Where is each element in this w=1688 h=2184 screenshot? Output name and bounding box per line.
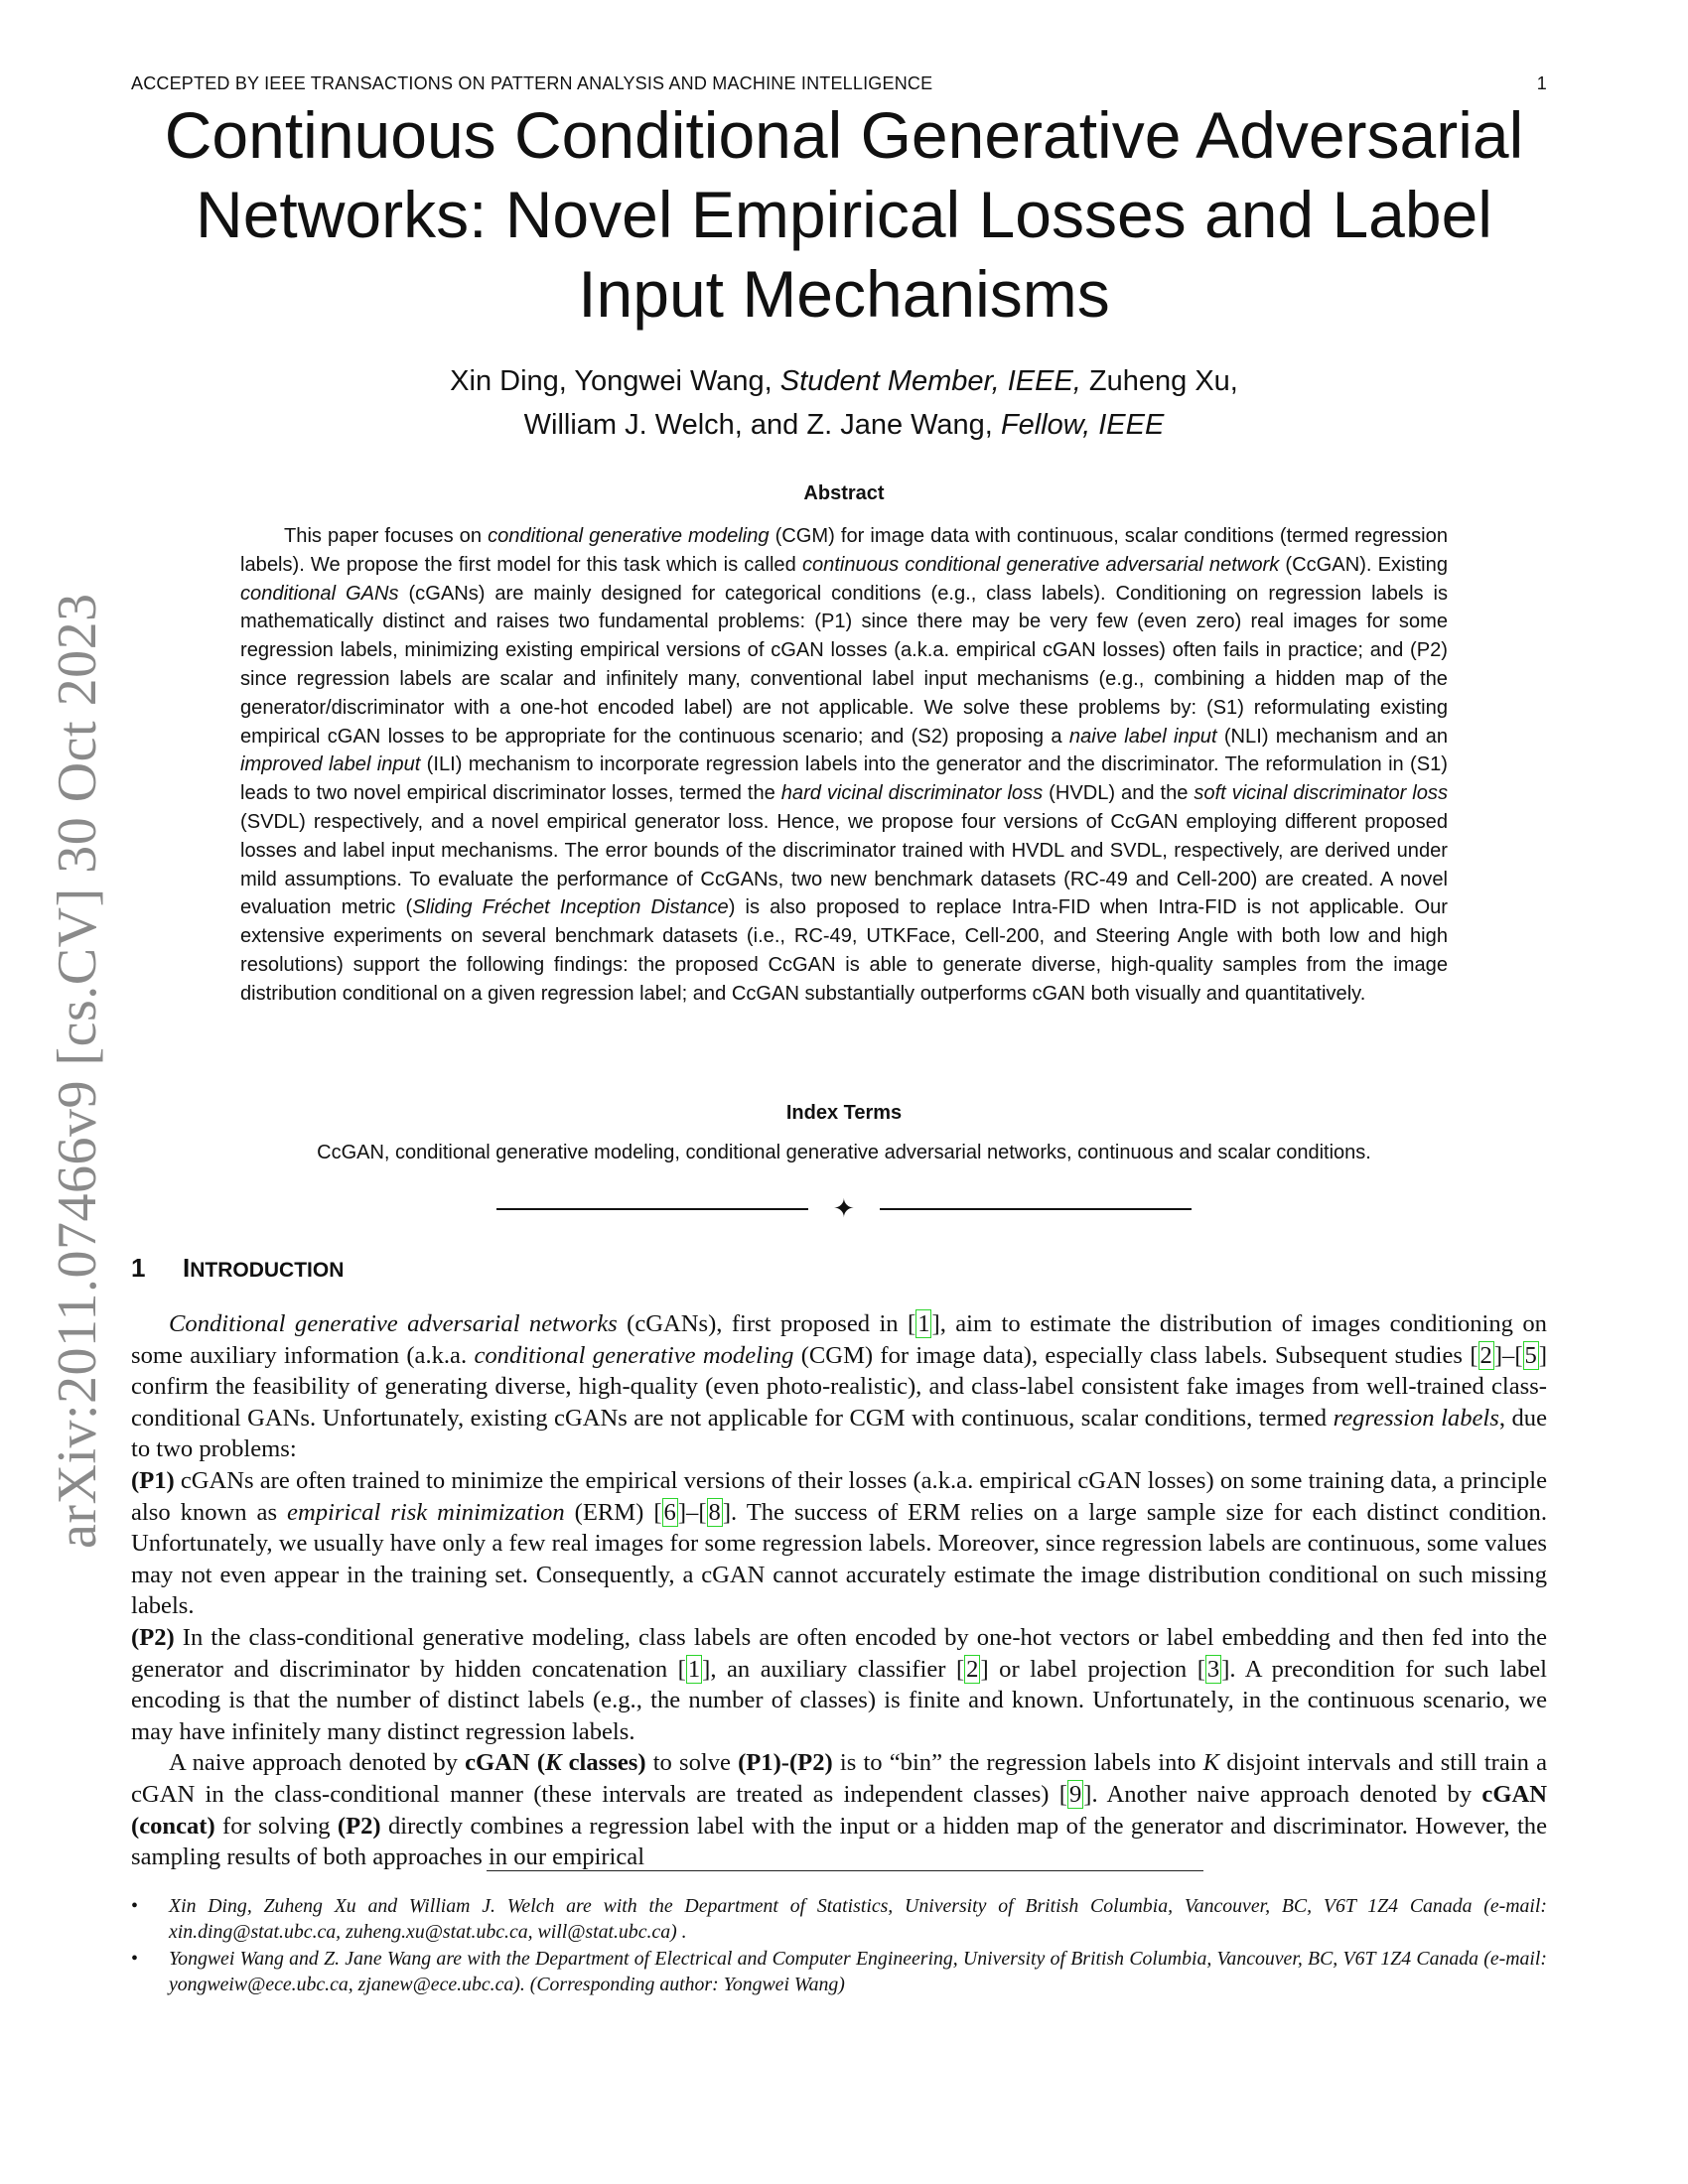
- paragraph: Conditional generative adversarial networks (cGANs), first proposed in [1], aim to estimate the distribution of images conditioning on some auxiliary information (a.k.a. conditional generative modeling (CGM) for image data), especially class labels. Subsequent studies [2]–[5] confirm the feasibility of generating diverse, high-quality (even photo-realistic), and class-label consistent fake images from well-trained class-conditional GANs. Unfortunately, existing cGANs are not applicable for CGM with continuous, scalar conditions, termed regression labels, due to two problems:: [131, 1310, 1548, 1463]
- citation-link[interactable]: 1: [687, 1655, 701, 1683]
- citation-link[interactable]: 3: [1206, 1655, 1220, 1683]
- footnote-text: Yongwei Wang and Z. Jane Wang are with the Department of Electrical and Computer Engineering, University of British Columbia, Vancouver, BC, V6T 1Z4 Canada (e-mail: yongweiw@ece.ubc.ca, zjanew@ece.ubc.ca). (Corresponding author: Yongwei Wang): [169, 1948, 1547, 1995]
- section-heading: [131, 1253, 344, 1284]
- paragraph: (P2) In the class-conditional generative modeling, class labels are often encoded by one-hot vectors or label embedding and then fed into the generator and discriminator by hidden concatenation [1], an auxiliary classifier [2] or label projection [3]. A precondition for such label encoding is that the number of distinct labels (e.g., the number of classes) is finite and known. Unfortunately, in the continuous scenario, we may have infinitely many distinct regression labels.: [131, 1623, 1547, 1745]
- section-separator: [496, 1194, 1192, 1223]
- citation-link[interactable]: 5: [1524, 1341, 1537, 1369]
- separator-line-left: [496, 1208, 808, 1210]
- running-header: [131, 73, 1547, 94]
- paragraph: A naive approach denoted by cGAN (K classes) to solve (P1)-(P2) is to “bin” the regression labels into K disjoint intervals and still train a cGAN in the class-conditional manner (these intervals are treated as independent classes) [9]. Another naive approach denoted by cGAN (concat) for solving (P2) directly combines a regression label with the input or a hidden map of the generator and discriminator. However, the sampling results of both approaches in our empirical: [131, 1749, 1547, 1871]
- abstract-text: This paper focuses on conditional generative modeling (CGM) for image data with continuous, scalar conditions (termed regression labels). We propose the first model for this task which is called continuous conditional generative adversarial network (CcGAN). Existing conditional GANs (cGANs) are mainly designed for categorical conditions (e.g., class labels). Conditioning on regression labels is mathematically distinct and raises two fundamental problems: (P1) since there may be very few (even zero) real images for some regression labels, minimizing existing empirical versions of cGAN losses (a.k.a. empirical cGAN losses) often fails in practice; and (P2) since regression labels are scalar and infinitely many, conventional label input mechanisms (e.g., combining a hidden map of the generator/discriminator with a one-hot encoded label) are not applicable. We solve these problems by: (S1) reformulating existing empirical cGAN losses to be appropriate for the continuous scenario; and (S2) proposing a naive label input (NLI) mechanism and an improved label input (ILI) mechanism to incorporate regression labels into the generator and the discriminator. The reformulation in (S1) leads to two novel empirical discriminator losses, termed the hard vicinal discriminator loss (HVDL) and the soft vicinal discriminator loss (SVDL) respectively, and a novel empirical generator loss. Hence, we propose four versions of CcGAN employing different proposed losses and label input mechanisms. The error bounds of the discriminator trained with HVDL and SVDL, respectively, are derived under mild assumptions. To evaluate the performance of CcGANs, two new benchmark datasets (RC-49 and Cell-200) are created. A novel evaluation metric (Sliding Fréchet Inception Distance) is also proposed to replace Intra-FID when Intra-FID is not applicable. Our extensive experiments on several benchmark datasets (i.e., RC-49, UTKFace, Cell-200, and Steering Angle with both low and high resolutions) support the following findings: the proposed CcGAN is able to generate diverse, high-quality samples from the image distribution conditional on a given regression label; and CcGAN substantially outperforms cGAN both visually and quantitatively.: [240, 525, 1449, 1005]
- body-text: [131, 1308, 1547, 1873]
- section-title-rest: NTRODUCTION: [190, 1259, 345, 1282]
- paragraph: (P1) cGANs are often trained to minimize the empirical versions of their losses (a.k.a. empirical cGAN losses) on some training data, a principle also known as empirical risk minimization (ERM) [6]–[8]. The success of ERM relies on a large sample size for each distinct condition. Unfortunately, we usually have only a few real images for some regression labels. Moreover, since regression labels are continuous, some values may not even appear in the training set. Consequently, a cGAN cannot accurately estimate the image distribution conditional on such missing labels.: [131, 1466, 1547, 1620]
- author-names: Zuheng Xu,: [1080, 365, 1238, 397]
- bullet-icon: •: [131, 1895, 138, 1917]
- citation-link[interactable]: 8: [708, 1498, 721, 1526]
- arxiv-stamp[interactable]: arXiv:2011.07466v9 [cs.CV] 30 Oct 2023: [47, 593, 108, 1549]
- citation-link[interactable]: 1: [917, 1310, 930, 1337]
- footnote-rule: [487, 1870, 1203, 1871]
- footnote-text: Xin Ding, Zuheng Xu and William J. Welch are with the Department of Statistics, University of British Columbia, Vancouver, BC, V6T 1Z4 Canada (e-mail: xin.ding@stat.ubc.ca, zuheng.xu@stat.ubc.ca, will@stat.ubc.ca) .: [169, 1895, 1547, 1943]
- citation-link[interactable]: 2: [1479, 1341, 1492, 1369]
- footnote: [131, 1894, 1547, 1945]
- section-title-initial: I: [183, 1253, 191, 1283]
- index-terms-text: CcGAN, conditional generative modeling, conditional generative adversarial networks, continuous and scalar conditions.: [317, 1142, 1371, 1163]
- citation-link[interactable]: 9: [1068, 1780, 1082, 1808]
- author-names: Xin Ding, Yongwei Wang,: [450, 365, 780, 397]
- author-membership: Student Member, IEEE,: [779, 365, 1081, 397]
- abstract-heading: Abstract: [803, 482, 885, 504]
- footnotes: [131, 1894, 1547, 1999]
- journal-name: ACCEPTED BY IEEE TRANSACTIONS ON PATTERN ANALYSIS AND MACHINE INTELLIGENCE: [131, 73, 933, 93]
- page-number: 1: [1536, 73, 1547, 93]
- author-list: [199, 359, 1489, 447]
- author-line-1: [199, 359, 1489, 403]
- separator-line-right: [880, 1208, 1192, 1210]
- paper-title: Continuous Conditional Generative Adversarial Networks: Novel Empirical Losses and Label Input Mechanisms: [164, 98, 1524, 331]
- author-names: William J. Welch, and Z. Jane Wang,: [523, 409, 1001, 441]
- bullet-icon: •: [131, 1948, 138, 1970]
- footnote: [131, 1947, 1547, 1997]
- author-line-2: [199, 403, 1489, 447]
- citation-link[interactable]: 6: [663, 1498, 676, 1526]
- index-terms-heading: Index Terms: [785, 1102, 903, 1124]
- citation-link[interactable]: 2: [966, 1655, 979, 1683]
- diamond-icon: ✦: [833, 1194, 855, 1223]
- section-number: 1: [131, 1253, 146, 1283]
- author-membership: Fellow, IEEE: [1000, 409, 1165, 441]
